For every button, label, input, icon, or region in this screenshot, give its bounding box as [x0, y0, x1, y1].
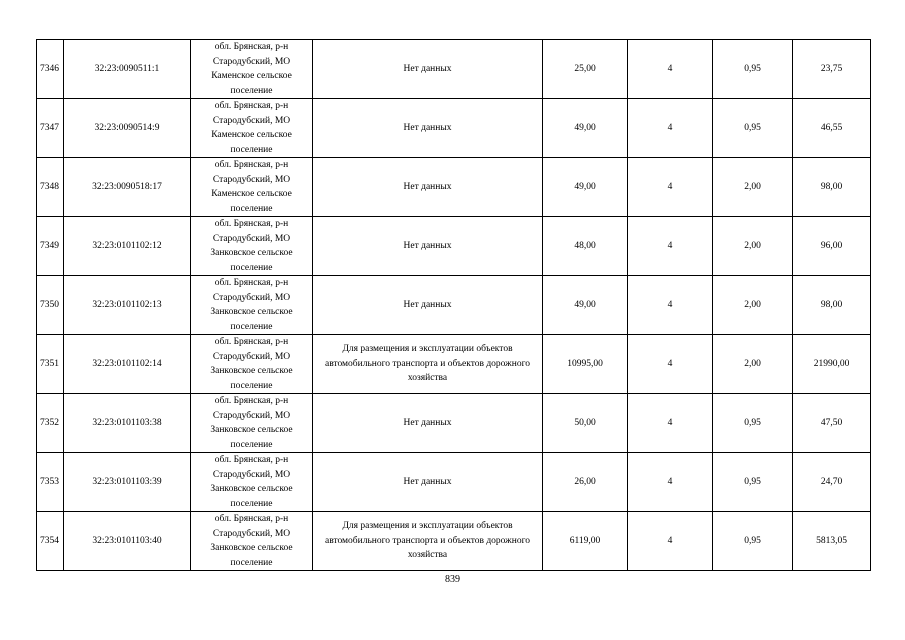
coefficient-cell: 2,00 — [713, 276, 793, 335]
row-number-cell: 7346 — [37, 40, 64, 99]
cadastral-number-cell: 32:23:0101103:39 — [64, 453, 191, 512]
coefficient-cell: 0,95 — [713, 453, 793, 512]
value-cell: 46,55 — [793, 99, 871, 158]
group-cell: 4 — [628, 158, 713, 217]
row-number-cell: 7350 — [37, 276, 64, 335]
value-cell: 23,75 — [793, 40, 871, 99]
coefficient-cell: 2,00 — [713, 335, 793, 394]
group-cell: 4 — [628, 512, 713, 571]
permitted-use-cell: Нет данных — [313, 99, 543, 158]
value-cell: 21990,00 — [793, 335, 871, 394]
row-number-cell: 7354 — [37, 512, 64, 571]
table-row — [37, 158, 871, 217]
permitted-use-cell: Нет данных — [313, 158, 543, 217]
row-number-cell: 7352 — [37, 394, 64, 453]
area-cell: 48,00 — [543, 217, 628, 276]
area-cell: 10995,00 — [543, 335, 628, 394]
value-cell: 98,00 — [793, 158, 871, 217]
coefficient-cell: 0,95 — [713, 40, 793, 99]
address-cell: обл. Брянская, р-н Стародубский, МО Каменское сельское поселение — [191, 158, 313, 217]
table-row — [37, 99, 871, 158]
permitted-use-cell: Нет данных — [313, 40, 543, 99]
group-cell: 4 — [628, 453, 713, 512]
row-number-cell: 7349 — [37, 217, 64, 276]
group-cell: 4 — [628, 217, 713, 276]
group-cell: 4 — [628, 99, 713, 158]
row-number-cell: 7351 — [37, 335, 64, 394]
row-number-cell: 7347 — [37, 99, 64, 158]
cadastral-number-cell: 32:23:0101103:38 — [64, 394, 191, 453]
area-cell: 26,00 — [543, 453, 628, 512]
area-cell: 25,00 — [543, 40, 628, 99]
value-cell: 24,70 — [793, 453, 871, 512]
address-cell: обл. Брянская, р-н Стародубский, МО Занковское сельское поселение — [191, 276, 313, 335]
row-number-cell: 7348 — [37, 158, 64, 217]
address-cell: обл. Брянская, р-н Стародубский, МО Занковское сельское поселение — [191, 453, 313, 512]
address-cell: обл. Брянская, р-н Стародубский, МО Занковское сельское поселение — [191, 335, 313, 394]
permitted-use-cell: Нет данных — [313, 453, 543, 512]
cadastral-number-cell: 32:23:0101102:14 — [64, 335, 191, 394]
permitted-use-cell: Для размещения и эксплуатации объектов автомобильного транспорта и объектов дорожного хозяйства — [313, 512, 543, 571]
value-cell: 98,00 — [793, 276, 871, 335]
area-cell: 6119,00 — [543, 512, 628, 571]
coefficient-cell: 2,00 — [713, 158, 793, 217]
address-cell: обл. Брянская, р-н Стародубский, МО Занковское сельское поселение — [191, 512, 313, 571]
area-cell: 49,00 — [543, 99, 628, 158]
table-row — [37, 40, 871, 99]
land-registry-table — [36, 39, 871, 571]
address-cell: обл. Брянская, р-н Стародубский, МО Каменское сельское поселение — [191, 99, 313, 158]
permitted-use-cell: Нет данных — [313, 217, 543, 276]
cadastral-number-cell: 32:23:0090511:1 — [64, 40, 191, 99]
group-cell: 4 — [628, 335, 713, 394]
table-row — [37, 217, 871, 276]
area-cell: 49,00 — [543, 158, 628, 217]
cadastral-number-cell: 32:23:0101102:13 — [64, 276, 191, 335]
table-body — [37, 40, 871, 571]
cadastral-number-cell: 32:23:0101103:40 — [64, 512, 191, 571]
area-cell: 49,00 — [543, 276, 628, 335]
cadastral-number-cell: 32:23:0101102:12 — [64, 217, 191, 276]
group-cell: 4 — [628, 394, 713, 453]
permitted-use-cell: Для размещения и эксплуатации объектов автомобильного транспорта и объектов дорожного хозяйства — [313, 335, 543, 394]
value-cell: 5813,05 — [793, 512, 871, 571]
value-cell: 47,50 — [793, 394, 871, 453]
table-row — [37, 394, 871, 453]
page-number: 839 — [445, 574, 460, 585]
coefficient-cell: 0,95 — [713, 512, 793, 571]
value-cell: 96,00 — [793, 217, 871, 276]
permitted-use-cell: Нет данных — [313, 276, 543, 335]
coefficient-cell: 2,00 — [713, 217, 793, 276]
address-cell: обл. Брянская, р-н Стародубский, МО Занковское сельское поселение — [191, 217, 313, 276]
group-cell: 4 — [628, 40, 713, 99]
cadastral-number-cell: 32:23:0090518:17 — [64, 158, 191, 217]
address-cell: обл. Брянская, р-н Стародубский, МО Занковское сельское поселение — [191, 394, 313, 453]
cadastral-number-cell: 32:23:0090514:9 — [64, 99, 191, 158]
table-row — [37, 335, 871, 394]
address-cell: обл. Брянская, р-н Стародубский, МО Каменское сельское поселение — [191, 40, 313, 99]
permitted-use-cell: Нет данных — [313, 394, 543, 453]
coefficient-cell: 0,95 — [713, 99, 793, 158]
group-cell: 4 — [628, 276, 713, 335]
row-number-cell: 7353 — [37, 453, 64, 512]
coefficient-cell: 0,95 — [713, 394, 793, 453]
table-row — [37, 276, 871, 335]
table-row — [37, 512, 871, 571]
area-cell: 50,00 — [543, 394, 628, 453]
table-row — [37, 453, 871, 512]
